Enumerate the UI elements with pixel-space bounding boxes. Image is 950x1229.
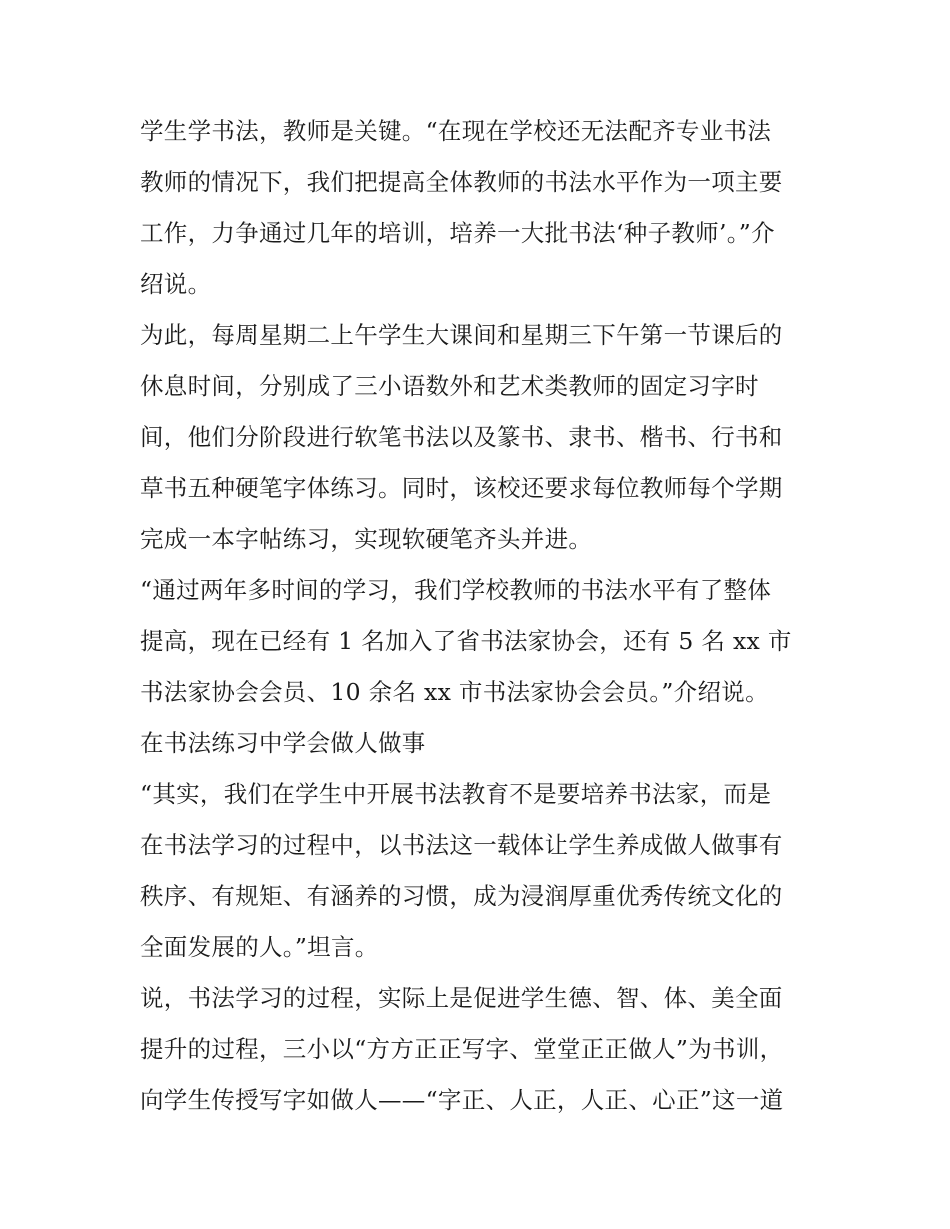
text-line: 说，书法学习的过程，实际上是促进学生德、智、体、美全面: [140, 984, 783, 1012]
text-line: 在书法学习的过程中，以书法这一载体让学生养成做人做事有: [140, 831, 783, 859]
section-heading: 在书法练习中学会做人做事: [140, 729, 426, 757]
text-line: 教师的情况下，我们把提高全体教师的书法水平作为一项主要: [140, 168, 783, 196]
text-line: “通过两年多时间的学习，我们学校教师的书法水平有了整体: [140, 576, 772, 604]
text-line: 提升的过程，三小以“方方正正写字、堂堂正正做人”为书训，: [140, 1035, 784, 1063]
document-body: [140, 106, 820, 1126]
text-line: 绍说。: [140, 270, 212, 298]
text-line: 工作，力争通过几年的培训，培养一大批书法‘种子教师’。”介: [140, 219, 775, 247]
text-line: 学生学书法，教师是关键。“在现在学校还无法配齐专业书法: [140, 117, 772, 145]
text-line: 全面发展的人。”坦言。: [140, 933, 379, 961]
text-line: 完成一本字帖练习，实现软硬笔齐头并进。: [140, 525, 593, 553]
text-line: 间，他们分阶段进行软笔书法以及篆书、隶书、楷书、行书和: [140, 423, 783, 451]
text-line: 为此，每周星期二上午学生大课间和星期三下午第一节课后的: [140, 321, 783, 349]
text-line: 休息时间，分别成了三小语数外和艺术类教师的固定习字时: [140, 372, 759, 400]
text-line: 书法家协会会员、10 余名 xx 市书法家协会会员。”介绍说。: [140, 678, 769, 706]
text-line: “其实，我们在学生中开展书法教育不是要培养书法家，而是: [140, 780, 772, 808]
text-line: 秩序、有规矩、有涵养的习惯，成为浸润厚重优秀传统文化的: [140, 882, 783, 910]
text-line: 提高，现在已经有 1 名加入了省书法家协会，还有 5 名 xx 市: [140, 627, 792, 655]
text-line: 向学生传授写字如做人——“字正、人正，人正、心正”这一道: [140, 1086, 784, 1114]
text-line: 草书五种硬笔字体练习。同时，该校还要求每位教师每个学期: [140, 474, 783, 502]
